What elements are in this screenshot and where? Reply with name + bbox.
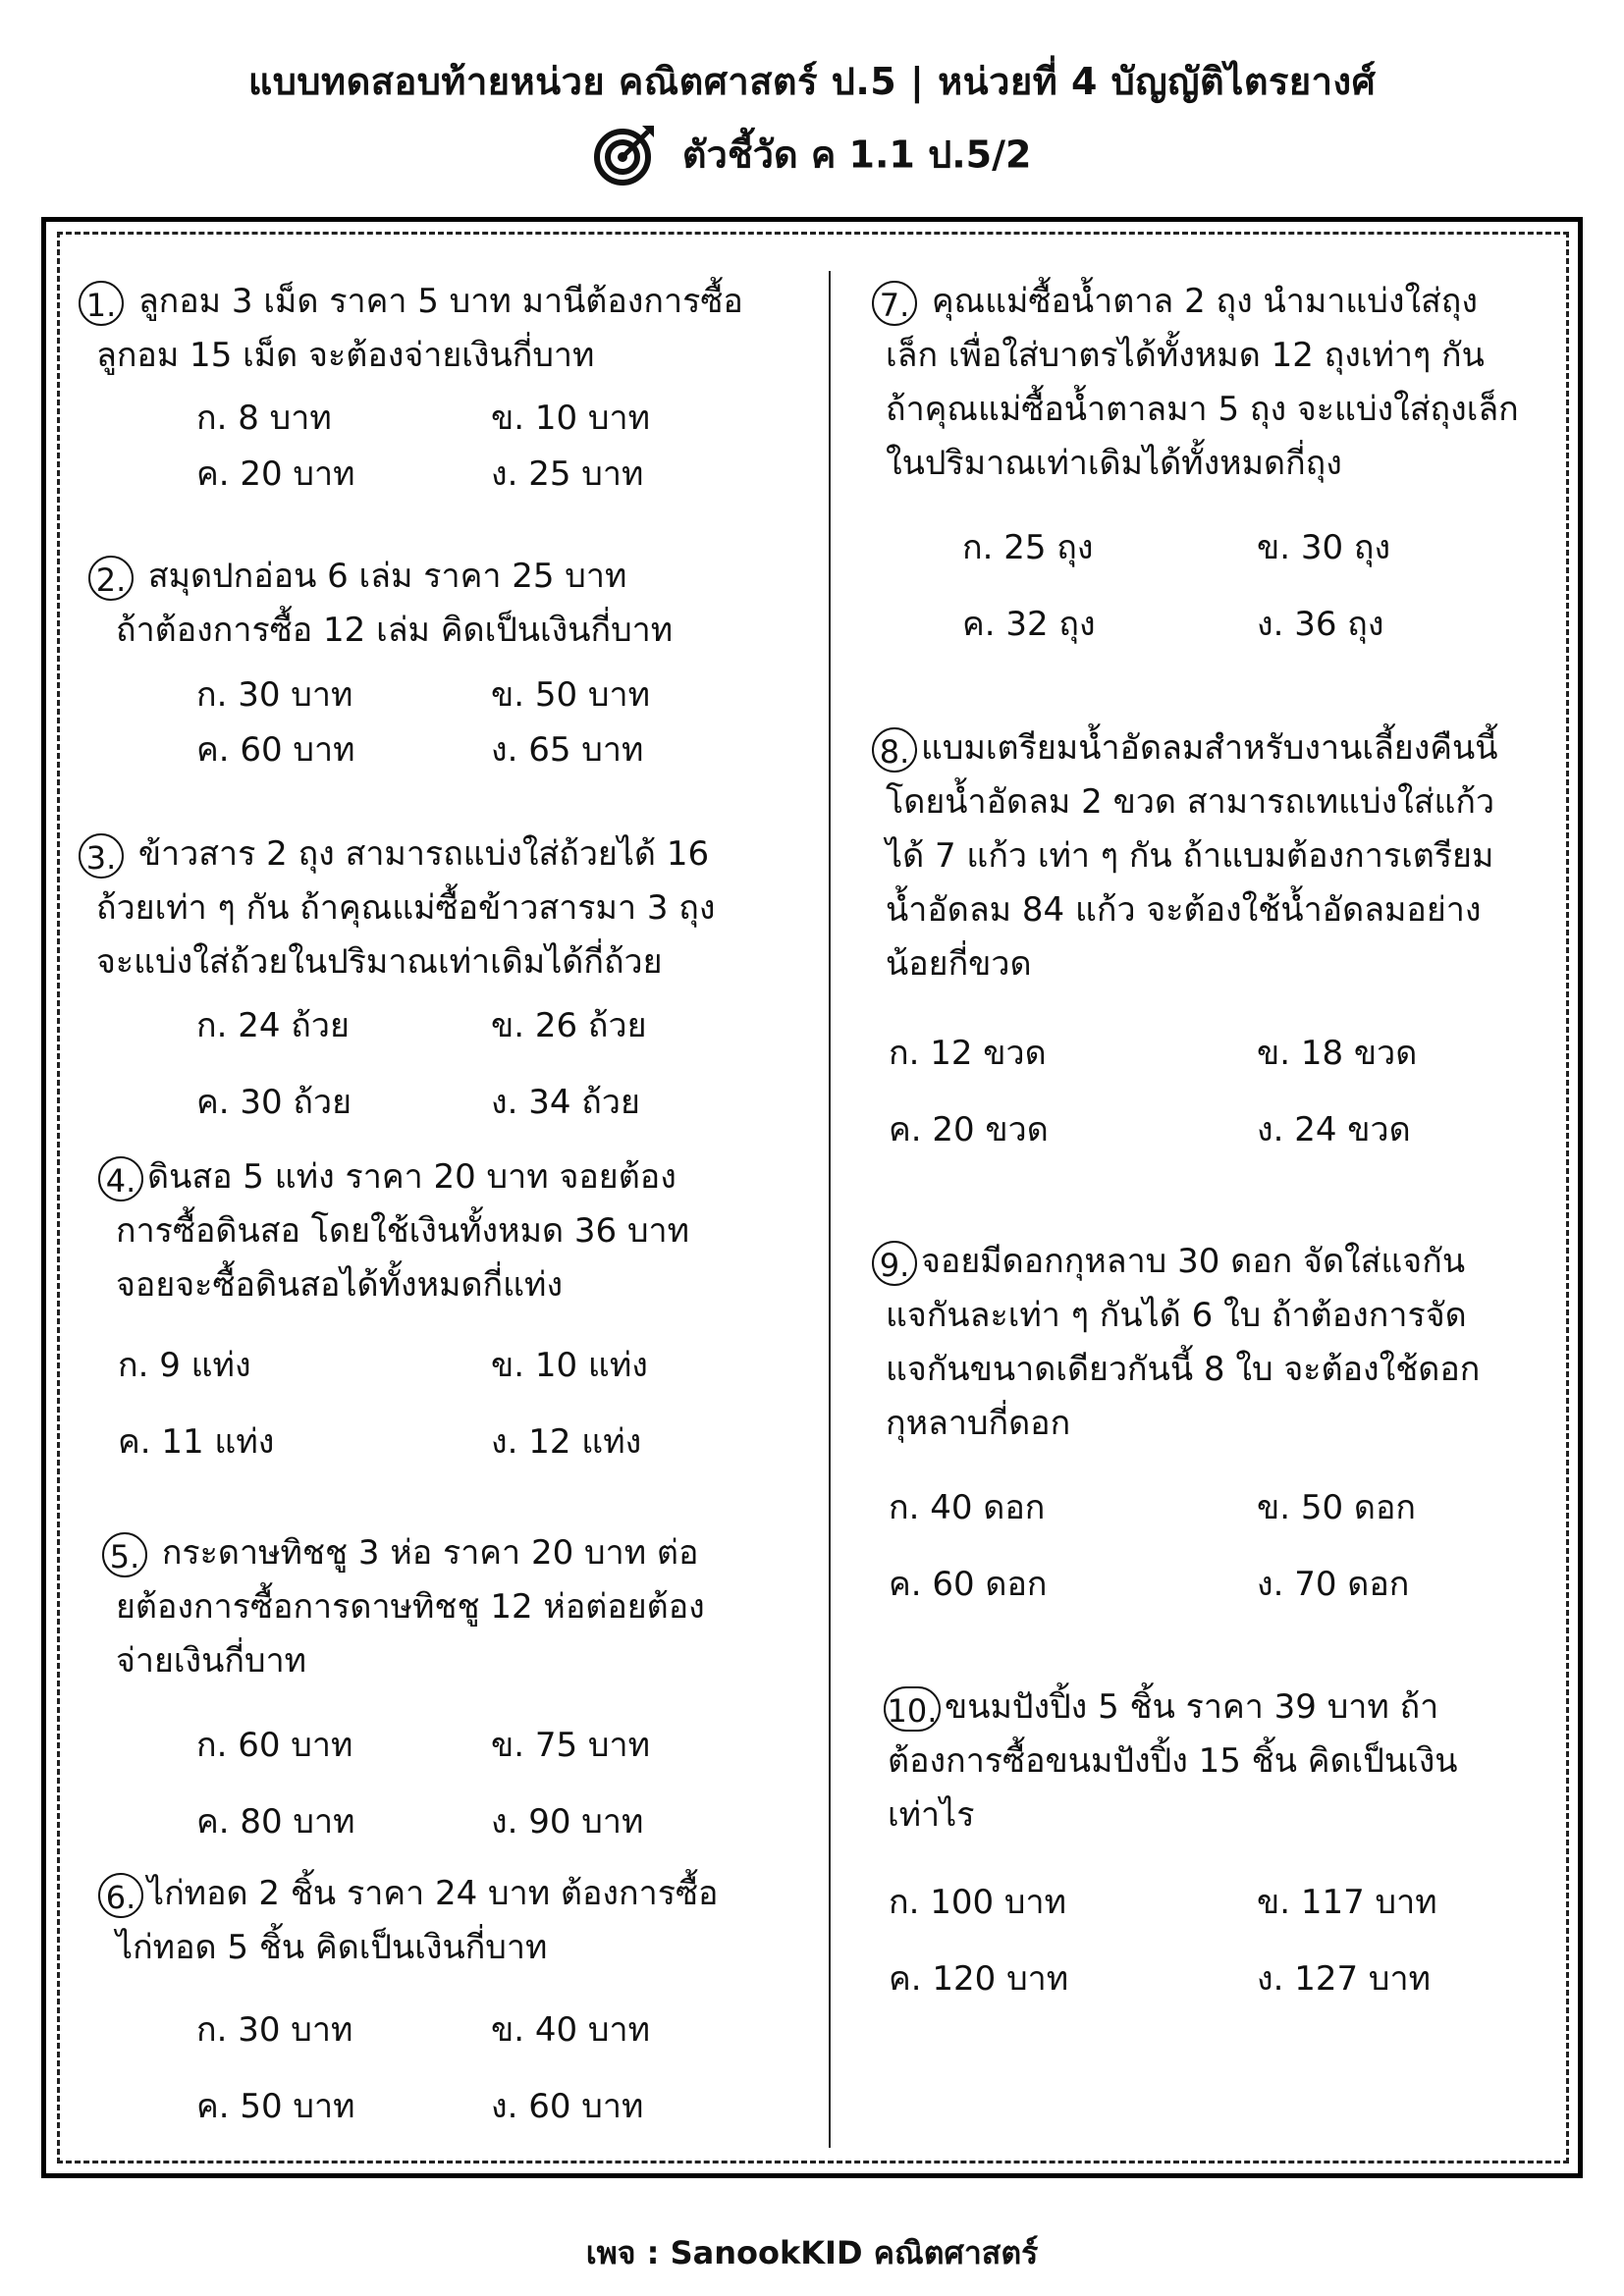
page-title: แบบทดสอบท้ายหน่วย คณิตศาสตร์ ป.5 | หน่วยที่ 4 บัญญัติไตรยางศ์ xyxy=(247,60,1377,103)
option-c[interactable]: ค. 80 บาท xyxy=(196,1802,355,1842)
column-divider xyxy=(829,271,831,2148)
option-d[interactable]: ง. 12 แท่ง xyxy=(491,1422,642,1462)
option-b[interactable]: ข. 117 บาท xyxy=(1257,1883,1437,1922)
target-icon xyxy=(593,122,658,187)
question-text: กระดาษทิชชู 3 ห่อ ราคา 20 บาท ต่อ xyxy=(161,1533,699,1573)
option-d[interactable]: ง. 34 ถ้วย xyxy=(491,1083,640,1122)
option-a[interactable]: ก. 25 ถุง xyxy=(962,528,1094,567)
question-text: ถ้าคุณแม่ซื้อน้ำตาลมา 5 ถุง จะแบ่งใส่ถุงเล็ก xyxy=(886,390,1519,429)
question-text: โดยน้ำอัดลม 2 ขวด สามารถเทแบ่งใส่แก้ว xyxy=(886,782,1495,822)
question-text: น้อยกี่ขวด xyxy=(886,944,1032,984)
option-a[interactable]: ก. 9 แท่ง xyxy=(118,1346,251,1385)
question-1 xyxy=(79,275,743,383)
option-b[interactable]: ข. 30 ถุง xyxy=(1257,528,1391,567)
question-text: จอยจะซื้อดินสอได้ทั้งหมดกี่แท่ง xyxy=(116,1265,564,1305)
question-number: 7. xyxy=(872,281,917,326)
question-text: สมุดปกอ่อน 6 เล่ม ราคา 25 บาท xyxy=(147,557,627,596)
option-b[interactable]: ข. 75 บาท xyxy=(491,1726,651,1765)
question-text: เล็ก เพื่อใส่บาตรได้ทั้งหมด 12 ถุงเท่าๆ กัน xyxy=(886,336,1485,375)
option-d[interactable]: ง. 36 ถุง xyxy=(1257,605,1384,644)
question-text: ในปริมาณเท่าเดิมได้ทั้งหมดกี่ถุง xyxy=(886,444,1342,483)
option-c[interactable]: ค. 60 บาท xyxy=(196,730,355,770)
question-text: จ่ายเงินกี่บาท xyxy=(116,1641,307,1681)
question-3 xyxy=(79,828,716,989)
question-number: 4. xyxy=(98,1156,143,1201)
option-a[interactable]: ก. 40 ดอก xyxy=(889,1488,1046,1527)
indicator-text: ตัวชี้วัด ค 1.1 ป.5/2 xyxy=(681,133,1032,177)
question-text: ไก่ทอด 2 ชิ้น ราคา 24 บาท ต้องการซื้อ xyxy=(147,1874,719,1913)
question-text: ลูกอม 3 เม็ด ราคา 5 บาท มานีต้องการซื้อ xyxy=(137,282,743,321)
option-a[interactable]: ก. 30 บาท xyxy=(196,2010,353,2050)
question-text: ถ้าต้องการซื้อ 12 เล่ม คิดเป็นเงินกี่บาท xyxy=(116,611,674,650)
question-text: น้ำอัดลม 84 แก้ว จะต้องใช้น้ำอัดลมอย่าง xyxy=(886,890,1482,930)
option-c[interactable]: ค. 32 ถุง xyxy=(962,605,1096,644)
indicator-line xyxy=(0,122,1624,187)
question-number: 6. xyxy=(98,1873,143,1918)
option-b[interactable]: ข. 50 ดอก xyxy=(1257,1488,1417,1527)
question-8 xyxy=(872,721,1498,991)
question-text: จะแบ่งใส่ถ้วยในปริมาณเท่าเดิมได้กี่ถ้วย xyxy=(96,942,663,982)
question-text: แจกันขนาดเดียวกันนี้ 8 ใบ จะต้องใช้ดอก xyxy=(886,1350,1481,1389)
question-6 xyxy=(98,1867,718,1975)
option-a[interactable]: ก. 100 บาท xyxy=(889,1883,1066,1922)
option-b[interactable]: ข. 40 บาท xyxy=(491,2010,651,2050)
option-a[interactable]: ก. 24 ถ้วย xyxy=(196,1006,350,1045)
option-c[interactable]: ค. 60 ดอก xyxy=(889,1565,1048,1604)
question-text: แบมเตรียมน้ำอัดลมสำหรับงานเลี้ยงคืนนี้ xyxy=(921,728,1498,768)
question-number: 10. xyxy=(884,1686,941,1732)
option-d[interactable]: ง. 127 บาท xyxy=(1257,1959,1432,1999)
question-text: ถ้วยเท่า ๆ กัน ถ้าคุณแม่ซื้อข้าวสารมา 3 ถุง xyxy=(96,888,716,928)
option-c[interactable]: ค. 11 แท่ง xyxy=(118,1422,275,1462)
question-7 xyxy=(872,275,1519,491)
question-number: 2. xyxy=(88,556,134,601)
option-d[interactable]: ง. 60 บาท xyxy=(491,2087,644,2126)
question-2 xyxy=(88,550,673,658)
footer-credit: เพจ : SanookKID คณิตศาสตร์ xyxy=(585,2234,1039,2271)
question-text: ขนมปังปิ้ง 5 ชิ้น ราคา 39 บาท ถ้า xyxy=(945,1687,1439,1727)
option-b[interactable]: ข. 10 บาท xyxy=(491,399,651,438)
question-number: 3. xyxy=(79,833,124,879)
option-c[interactable]: ค. 20 ขวด xyxy=(889,1110,1049,1149)
question-text: จอยมีดอกกุหลาบ 30 ดอก จัดใส่แจกัน xyxy=(921,1242,1466,1281)
option-a[interactable]: ก. 8 บาท xyxy=(196,399,332,438)
question-text: คุณแม่ซื้อน้ำตาล 2 ถุง นำมาแบ่งใส่ถุง xyxy=(931,282,1478,321)
option-a[interactable]: ก. 60 บาท xyxy=(196,1726,353,1765)
option-b[interactable]: ข. 50 บาท xyxy=(491,675,651,715)
question-text: ลูกอม 15 เม็ด จะต้องจ่ายเงินกี่บาท xyxy=(96,336,595,375)
option-c[interactable]: ค. 30 ถ้วย xyxy=(196,1083,352,1122)
question-number: 5. xyxy=(102,1532,147,1577)
question-9 xyxy=(872,1235,1480,1451)
question-text: เท่าไร xyxy=(888,1795,975,1835)
question-text: ยต้องการซื้อการดาษทิชชู 12 ห่อต่อยต้อง xyxy=(116,1587,705,1627)
option-b[interactable]: ข. 18 ขวด xyxy=(1257,1034,1418,1073)
question-number: 1. xyxy=(79,281,124,326)
option-a[interactable]: ก. 12 ขวด xyxy=(889,1034,1047,1073)
option-a[interactable]: ก. 30 บาท xyxy=(196,675,353,715)
question-5 xyxy=(102,1526,705,1688)
option-c[interactable]: ค. 20 บาท xyxy=(196,454,355,494)
option-c[interactable]: ค. 120 บาท xyxy=(889,1959,1069,1999)
question-text: ไก่ทอด 5 ชิ้น คิดเป็นเงินกี่บาท xyxy=(116,1928,548,1967)
option-b[interactable]: ข. 26 ถ้วย xyxy=(491,1006,647,1045)
question-number: 8. xyxy=(872,727,917,773)
option-c[interactable]: ค. 50 บาท xyxy=(196,2087,355,2126)
question-text: ข้าวสาร 2 ถุง สามารถแบ่งใส่ถ้วยได้ 16 xyxy=(137,834,710,874)
option-d[interactable]: ง. 70 ดอก xyxy=(1257,1565,1410,1604)
option-d[interactable]: ง. 25 บาท xyxy=(491,454,644,494)
option-d[interactable]: ง. 90 บาท xyxy=(491,1802,644,1842)
question-number: 9. xyxy=(872,1241,917,1286)
option-d[interactable]: ง. 65 บาท xyxy=(491,730,644,770)
question-text: ได้ 7 แก้ว เท่า ๆ กัน ถ้าแบมต้องการเตรียม xyxy=(886,836,1494,876)
question-4 xyxy=(98,1150,689,1312)
question-text: กุหลาบกี่ดอก xyxy=(886,1404,1071,1443)
option-b[interactable]: ข. 10 แท่ง xyxy=(491,1346,648,1385)
question-text: ดินสอ 5 แท่ง ราคา 20 บาท จอยต้อง xyxy=(147,1157,677,1197)
question-text: ต้องการซื้อขนมปังปิ้ง 15 ชิ้น คิดเป็นเงิน xyxy=(888,1741,1458,1781)
question-10 xyxy=(884,1681,1458,1842)
question-text: แจกันละเท่า ๆ กันได้ 6 ใบ ถ้าต้องการจัด xyxy=(886,1296,1467,1335)
option-d[interactable]: ง. 24 ขวด xyxy=(1257,1110,1411,1149)
question-text: การซื้อดินสอ โดยใช้เงินทั้งหมด 36 บาท xyxy=(116,1211,690,1251)
